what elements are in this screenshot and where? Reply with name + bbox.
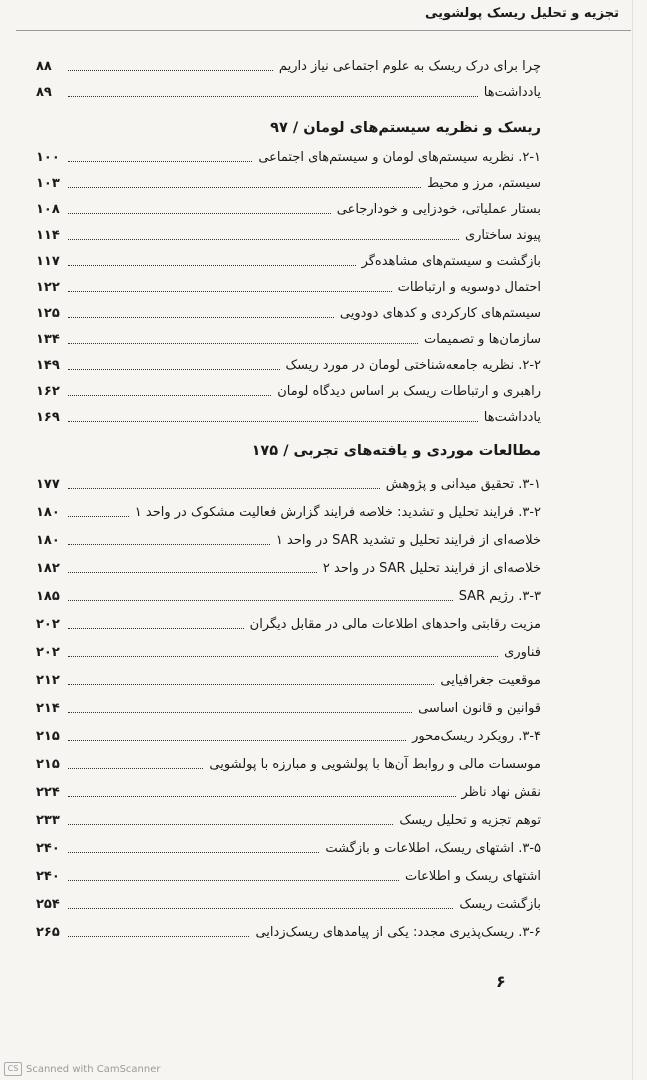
- toc-entry: [36, 862, 541, 886]
- entry-title: بازگشت و سیستم‌های مشاهده‌گر: [361, 254, 541, 269]
- entry-page-number: ۱۳۴: [36, 332, 60, 347]
- dot-leader: [68, 712, 412, 713]
- dot-leader: [68, 96, 478, 97]
- entry-page-number: ۱۲۲: [36, 280, 60, 295]
- dot-leader: [68, 768, 203, 769]
- header-rule: [16, 30, 631, 31]
- entry-title: خلاصه‌ای از فرایند تحلیل و تشدید SAR در واحد ۱: [275, 533, 541, 548]
- entry-page-number: ۱۶۹: [36, 410, 60, 425]
- toc-entry: [36, 377, 541, 401]
- toc-entry: [36, 526, 541, 550]
- entry-page-number: ۲۱۵: [36, 729, 60, 744]
- toc-entry: [36, 610, 541, 634]
- toc-entry: [36, 351, 541, 375]
- section-heading: مطالعات موردی و یافته‌های تجربی / ۱۷۵: [251, 443, 541, 459]
- entry-page-number: ۱۸۰: [36, 533, 60, 548]
- dot-leader: [68, 544, 270, 545]
- entry-title: قوانین و قانون اساسی: [418, 701, 541, 716]
- entry-page-number: ۲۱۴: [36, 701, 60, 716]
- entry-page-number: ۲۶۵: [36, 925, 60, 940]
- toc-entry: [36, 582, 541, 606]
- dot-leader: [68, 395, 271, 396]
- entry-title: سیستم‌های کارکردی و کدهای دودویی: [339, 306, 541, 321]
- entry-page-number: ۱۱۴: [36, 228, 60, 243]
- entry-page-number: ۸۹: [36, 85, 52, 100]
- entry-page-number: ۱۰۳: [36, 176, 60, 191]
- entry-page-number: ۱۸۰: [36, 505, 60, 520]
- toc-entry: [36, 722, 541, 746]
- dot-leader: [68, 488, 380, 489]
- dot-leader: [68, 291, 392, 292]
- entry-title: احتمال دوسویه و ارتباطات: [397, 280, 541, 295]
- toc-entry: [36, 750, 541, 774]
- dot-leader: [68, 600, 453, 601]
- toc-entry: [36, 498, 541, 522]
- entry-title: توهم تجزیه و تحلیل ریسک: [399, 813, 541, 828]
- entry-title: ۲-۱. نظریه سیستم‌های لومان و سیستم‌های اجتماعی: [258, 150, 541, 165]
- entry-page-number: ۲۱۵: [36, 757, 60, 772]
- entry-title: خلاصه‌ای از فرایند تحلیل SAR در واحد ۲: [322, 561, 541, 576]
- entry-title: ۳-۴. رویکرد ریسک‌محور: [412, 729, 541, 744]
- entry-page-number: ۱۱۷: [36, 254, 60, 269]
- scanner-watermark: [4, 1062, 161, 1076]
- entry-title: ۳-۲. فرایند تحلیل و تشدید: خلاصه فرایند گزارش فعالیت مشکوک در واحد ۱: [134, 505, 541, 520]
- entry-title: بازگشت ریسک: [459, 897, 541, 912]
- dot-leader: [68, 908, 453, 909]
- entry-title: پیوند ساختاری: [464, 228, 541, 243]
- dot-leader: [68, 317, 334, 318]
- toc-entry: [36, 806, 541, 830]
- entry-page-number: ۱۲۵: [36, 306, 60, 321]
- running-head: تجزیه و تحلیل ریسک پولشویی: [425, 6, 619, 21]
- dot-leader: [68, 343, 418, 344]
- entry-title: موسسات مالی و روابط آن‌ها با پولشویی و مبارزه با پولشویی: [209, 757, 541, 772]
- toc-entry: [36, 778, 541, 802]
- entry-page-number: ۱۷۷: [36, 477, 60, 492]
- toc-entry: [36, 890, 541, 914]
- toc-entry: [36, 299, 541, 323]
- entry-page-number: ۲۱۲: [36, 673, 60, 688]
- entry-page-number: ۲۰۲: [36, 645, 60, 660]
- entry-page-number: ۱۶۲: [36, 384, 60, 399]
- toc-entry: [36, 78, 541, 102]
- toc-entry: [36, 195, 541, 219]
- page-crease: [632, 0, 633, 1080]
- scanner-watermark-text: Scanned with CamScanner: [26, 1063, 161, 1075]
- toc-entry: [36, 554, 541, 578]
- entry-title: ۳-۵. اشتهای ریسک، اطلاعات و بازگشت: [325, 841, 541, 856]
- entry-title: سیستم، مرز و محیط: [427, 176, 541, 191]
- toc-entry: [36, 666, 541, 690]
- toc-entry: [36, 470, 541, 494]
- dot-leader: [68, 824, 393, 825]
- entry-title: راهبری و ارتباطات ریسک بر اساس دیدگاه لومان: [277, 384, 541, 399]
- toc-entry: [36, 694, 541, 718]
- dot-leader: [68, 421, 478, 422]
- entry-title: نقش نهاد ناظر: [461, 785, 541, 800]
- dot-leader: [68, 369, 280, 370]
- entry-page-number: ۱۰۸: [36, 202, 60, 217]
- dot-leader: [68, 161, 252, 162]
- entry-title: اشتهای ریسک و اطلاعات: [404, 869, 541, 884]
- entry-title: یادداشت‌ها: [483, 410, 541, 425]
- entry-page-number: ۲۰۲: [36, 617, 60, 632]
- dot-leader: [68, 684, 434, 685]
- toc-entry: [36, 834, 541, 858]
- dot-leader: [68, 936, 249, 937]
- entry-title: سازمان‌ها و تصمیمات: [423, 332, 541, 347]
- toc-entry: [36, 325, 541, 349]
- entry-page-number: ۲۵۴: [36, 897, 60, 912]
- dot-leader: [68, 628, 244, 629]
- entry-title: بستار عملیاتی، خودزایی و خودارجاعی: [336, 202, 541, 217]
- entry-title: مزیت رقابتی واحدهای اطلاعات مالی در مقابل دیگران: [249, 617, 541, 632]
- entry-page-number: ۲۲۴: [36, 785, 60, 800]
- toc-entry: [36, 273, 541, 297]
- dot-leader: [68, 265, 356, 266]
- entry-page-number: ۸۸: [36, 59, 52, 74]
- dot-leader: [68, 572, 317, 573]
- dot-leader: [68, 239, 459, 240]
- dot-leader: [68, 852, 319, 853]
- toc-entry: [36, 169, 541, 193]
- camscanner-logo-icon: CS: [4, 1062, 22, 1076]
- entry-page-number: ۱۸۵: [36, 589, 60, 604]
- entry-title: ۳-۱. تحقیق میدانی و پژوهش: [385, 477, 541, 492]
- toc-entry: [36, 403, 541, 427]
- entry-title: یادداشت‌ها: [483, 85, 541, 100]
- entry-page-number: ۲۳۳: [36, 813, 60, 828]
- entry-title: چرا برای درک ریسک به علوم اجتماعی نیاز داریم: [278, 59, 541, 74]
- entry-page-number: ۲۴۰: [36, 841, 60, 856]
- entry-page-number: ۱۰۰: [36, 150, 60, 165]
- toc-entry: [36, 638, 541, 662]
- entry-page-number: ۲۴۰: [36, 869, 60, 884]
- toc-entry: [36, 221, 541, 245]
- entry-page-number: ۱۴۹: [36, 358, 60, 373]
- dot-leader: [68, 656, 498, 657]
- entry-title: موقعیت جغرافیایی: [440, 673, 541, 688]
- toc-entry: [36, 247, 541, 271]
- folio-page-number: ۶: [496, 972, 506, 991]
- dot-leader: [68, 740, 406, 741]
- dot-leader: [68, 516, 129, 517]
- toc-entry: [36, 918, 541, 942]
- entry-title: ۳-۶. ریسک‌پذیری مجدد: یکی از پیامدهای ریسک‌زدایی: [255, 925, 541, 940]
- entry-title: ۳-۳. رژیم SAR: [458, 589, 541, 604]
- entry-title: فناوری: [504, 645, 541, 660]
- dot-leader: [68, 70, 273, 71]
- dot-leader: [68, 187, 421, 188]
- toc-entry: [36, 143, 541, 167]
- entry-title: ۲-۲. نظریه جامعه‌شناختی لومان در مورد ریسک: [285, 358, 541, 373]
- toc-entry: [36, 52, 541, 76]
- entry-page-number: ۱۸۲: [36, 561, 60, 576]
- dot-leader: [68, 213, 331, 214]
- section-heading: ریسک و نظریه سیستم‌های لومان / ۹۷: [270, 120, 541, 136]
- dot-leader: [68, 796, 456, 797]
- dot-leader: [68, 880, 399, 881]
